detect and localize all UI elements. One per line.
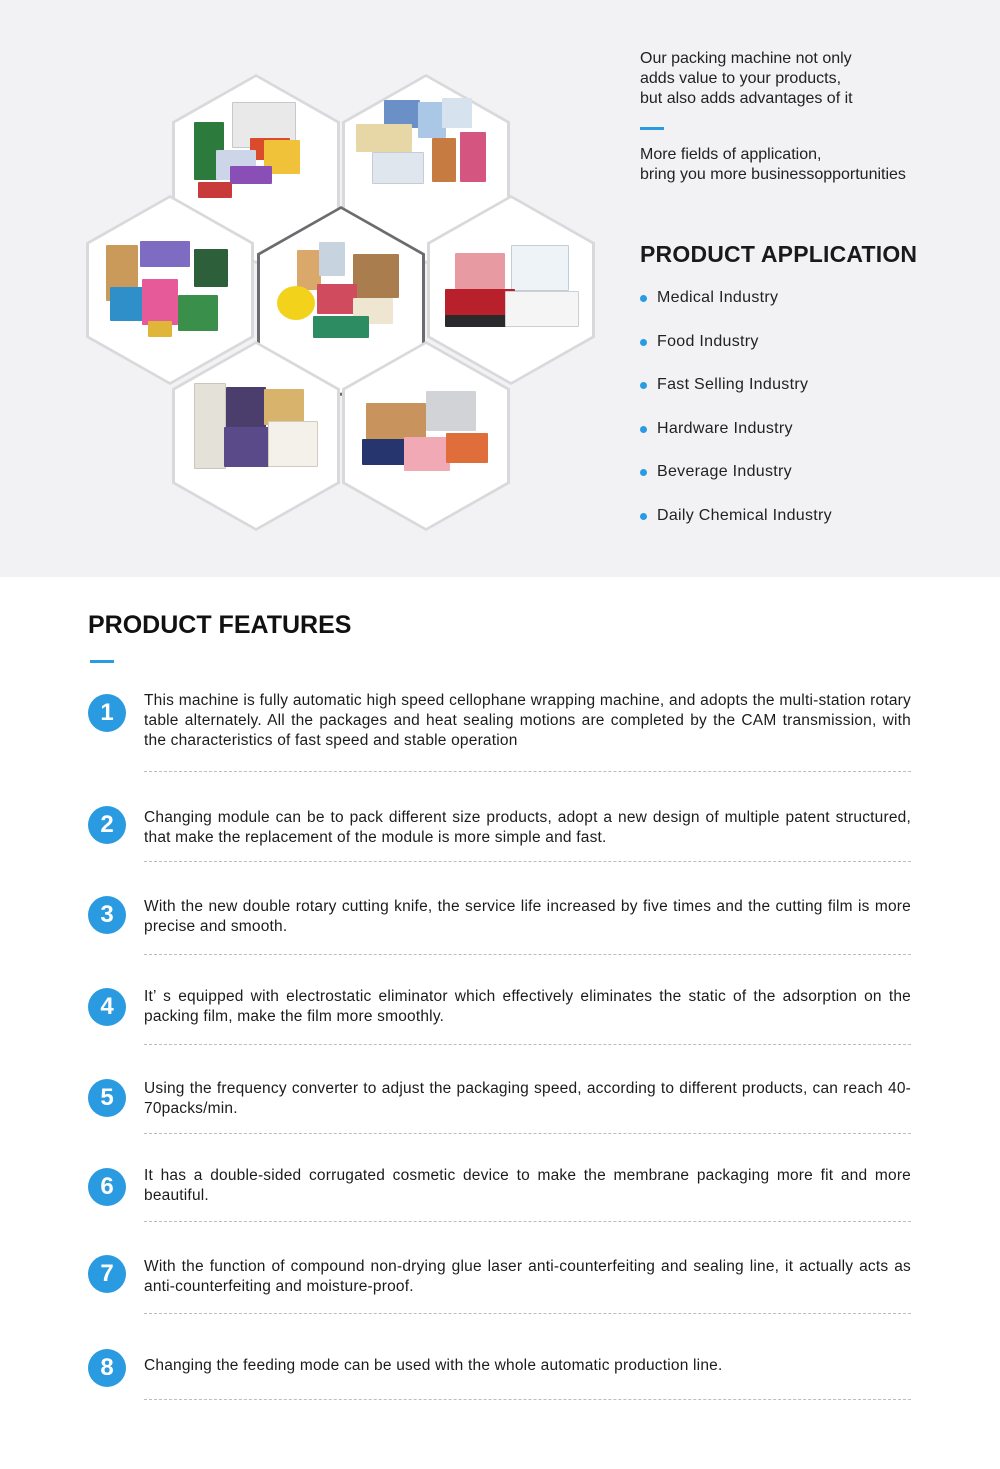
application-list xyxy=(640,287,832,548)
features-title: PRODUCT FEATURES xyxy=(88,611,352,639)
feature-number-badge: 4 xyxy=(88,988,126,1026)
bullet-icon xyxy=(640,339,647,346)
dashed-divider xyxy=(144,771,911,772)
application-title: PRODUCT APPLICATION xyxy=(640,241,918,267)
feature-number-badge: 3 xyxy=(88,896,126,934)
product-photo-hex-5 xyxy=(172,341,340,531)
intro-accent-bar xyxy=(640,127,664,130)
feature-number-badge: 1 xyxy=(88,694,126,732)
application-item-label: Food Industry xyxy=(657,332,759,350)
bullet-icon xyxy=(640,295,647,302)
application-item-label: Fast Selling Industry xyxy=(657,376,809,393)
application-item-label: Medical Industry xyxy=(657,289,779,306)
application-item-label: Daily Chemical Industry xyxy=(657,506,832,524)
application-item-label: Hardware Industry xyxy=(657,419,793,437)
feature-number-badge: 6 xyxy=(88,1168,126,1206)
dashed-divider xyxy=(144,954,911,955)
dashed-divider xyxy=(144,1133,911,1134)
feature-number-badge: 8 xyxy=(88,1349,126,1387)
dashed-divider xyxy=(144,1044,911,1045)
feature-text: Changing the feeding mode can be used with the whole automatic production line. xyxy=(144,1357,723,1374)
dashed-divider xyxy=(144,861,911,862)
list-item xyxy=(640,418,832,462)
bullet-icon xyxy=(640,426,647,433)
dashed-divider xyxy=(144,1313,911,1314)
feature-text: This machine is fully automatic high speed cellophane wrapping machine, and adopts the multi-station rotary table alternately. All the packages and heat sealing motions are completed by the CAM transmission, with the characteristics of fast speed and stable operation xyxy=(144,692,911,749)
list-item xyxy=(640,287,832,331)
list-item xyxy=(640,461,832,505)
application-item-label: Beverage Industry xyxy=(657,463,792,480)
bullet-icon xyxy=(640,469,647,476)
feature-text: It’ s equipped with electrostatic eliminator which effectively eliminates the static of the adsorption on the packing film, make the film more smoothly. xyxy=(144,988,911,1025)
intro-opportunities: More fields of application, bring you more businessopportunities xyxy=(640,146,906,183)
feature-text: Changing module can be to pack different size products, adopt a new design of multiple patent structured, that make the replacement of the module is more simple and fast. xyxy=(144,809,911,846)
feature-text: It has a double-sided corrugated cosmetic device to make the membrane packaging more fit and more beautiful. xyxy=(144,1167,911,1204)
product-photo-hex-6 xyxy=(342,341,510,531)
bullet-icon xyxy=(640,513,647,520)
bullet-icon xyxy=(640,382,647,389)
intro-text-2 xyxy=(640,145,906,185)
list-item xyxy=(640,331,832,375)
dashed-divider xyxy=(144,1221,911,1222)
feature-number-badge: 7 xyxy=(88,1255,126,1293)
feature-text: With the function of compound non-drying glue laser anti-counterfeiting and sealing line, it actually acts as anti-counterfeiting and moisture-proof. xyxy=(144,1258,911,1295)
features-accent-bar xyxy=(90,660,114,663)
feature-text: With the new double rotary cutting knife, the service life increased by five times and the cutting film is more precise and smooth. xyxy=(144,898,911,935)
feature-number-badge: 5 xyxy=(88,1079,126,1117)
feature-number-badge: 2 xyxy=(88,806,126,844)
feature-text: Using the frequency converter to adjust the packaging speed, according to different products, can reach 40-70packs/min. xyxy=(144,1080,911,1117)
list-item xyxy=(640,374,832,418)
application-section xyxy=(0,0,1000,577)
list-item xyxy=(640,505,832,549)
dashed-divider xyxy=(144,1399,911,1400)
intro-text xyxy=(640,49,853,109)
intro-slogan: Our packing machine not only adds value to your products, but also adds advantages of it xyxy=(640,50,853,107)
